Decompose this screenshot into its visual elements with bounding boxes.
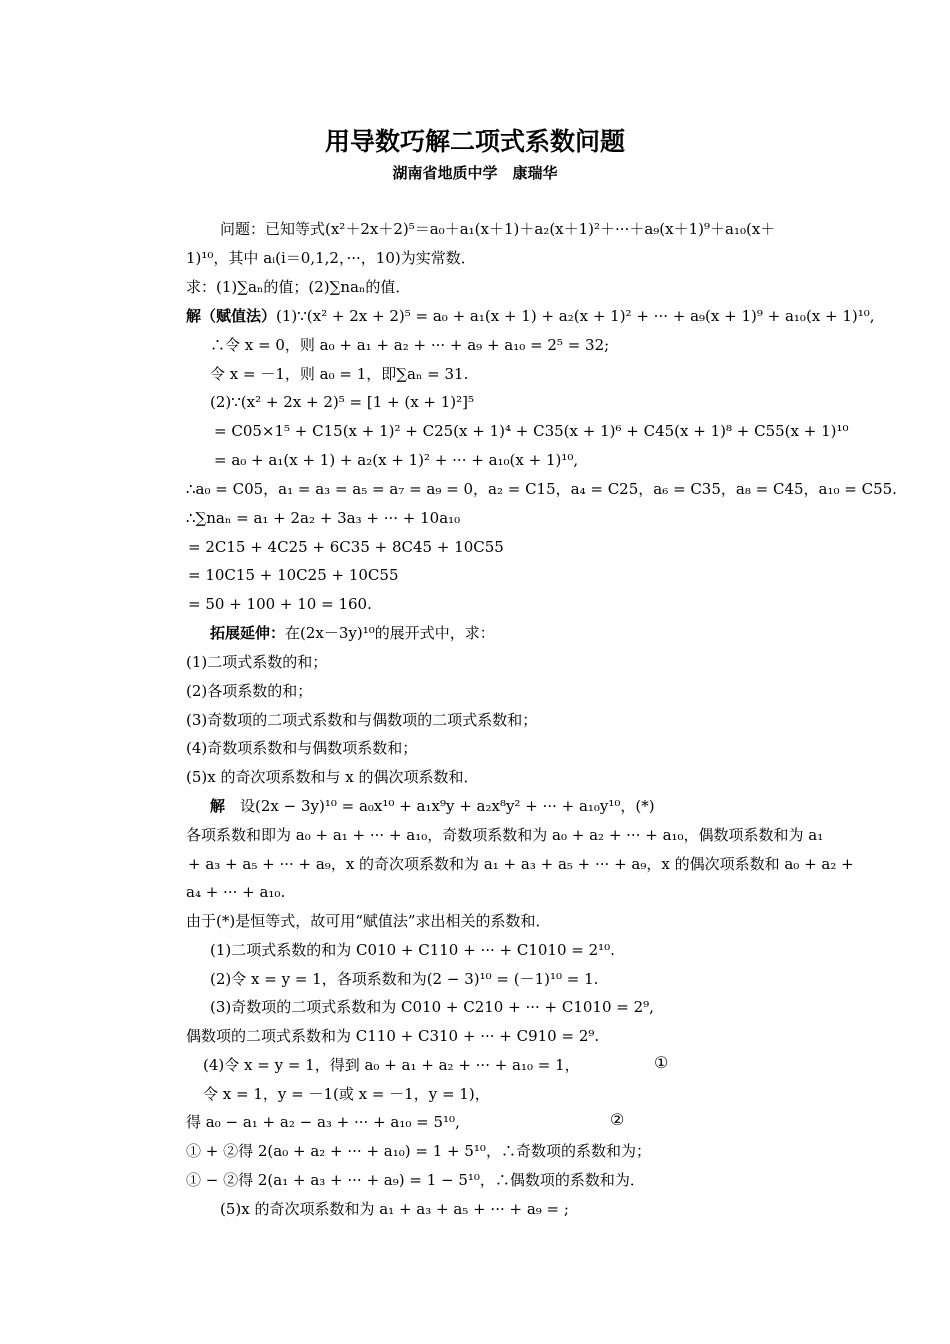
text-line: 求：(1)∑aₙ的值；(2)∑naₙ的值．: [186, 278, 411, 296]
text-line: 由于(*)是恒等式，故可用“赋值法”求出相关的系数和．: [186, 912, 551, 930]
text-line: ∴∑naₙ = a₁ + 2a₂ + 3a₃ + ··· + 10a₁₀: [186, 509, 461, 527]
text-content: (1)∵(x² + 2x + 2)⁵ = a₀ + a₁(x + 1) + a₂(x + 1)² + ··· + a₉(x + 1)⁹ + a₁₀(x + 1)¹⁰,: [276, 307, 875, 325]
text-line: 令 x = 1，y = －1(或 x = －1，y = 1)，: [203, 1085, 490, 1103]
page-title: 用导数巧解二项式系数问题: [324, 127, 625, 156]
text-line: [186, 306, 950, 326]
text-line: 1)¹⁰，其中 aᵢ(i＝0,1,2，···，10)为实常数．: [186, 249, 476, 267]
text-line: [210, 623, 950, 643]
text-content: 在(2x－3y)¹⁰的展开式中，求：: [285, 624, 495, 642]
equation-marker-2: ②: [610, 1110, 625, 1129]
text-line: (4)奇数项系数和与偶数项系数和；: [186, 739, 418, 757]
text-line: + a₃ + a₅ + ··· + a₉，x 的奇次项系数和为 a₁ + a₃ + a₅ + ··· + a₉，x 的偶次项系数和 a₀ + a₂ +: [188, 855, 854, 873]
text-content: 设(2x − 3y)¹⁰ = a₀x¹⁰ + a₁x⁹y + a₂x⁸y² + ··· + a₁₀y¹⁰，(*): [225, 797, 655, 815]
text-line: (1)二项式系数的和；: [186, 653, 328, 671]
text-line: ① − ②得 2(a₁ + a₃ + ··· + a₉) = 1 − 5¹⁰，∴偶数项的系数和为．: [186, 1171, 645, 1189]
text-line: (3)奇数项的二项式系数和为 C010 + C210 + ··· + C1010 = 2⁹,: [210, 998, 654, 1016]
text-line: (3)奇数项的二项式系数和与偶数项的二项式系数和；: [186, 711, 538, 729]
text-line: = a₀ + a₁(x + 1) + a₂(x + 1)² + ··· + a₁₀(x + 1)¹⁰,: [214, 451, 579, 469]
text-line: [210, 796, 950, 816]
text-line: 偶数项的二项式系数和为 C110 + C310 + ··· + C910 = 2⁹.: [186, 1027, 600, 1045]
author-line: 湖南省地质中学 康瑞华: [392, 164, 558, 182]
text-line: = C05×1⁵ + C15(x + 1)² + C25(x + 1)⁴ + C35(x + 1)⁶ + C45(x + 1)⁸ + C55(x + 1)¹⁰: [214, 422, 849, 440]
text-line: = 50 + 100 + 10 = 160.: [188, 595, 372, 613]
text-line: (5)x 的奇次项系数和为 a₁ + a₃ + a₅ + ··· + a₉ = ;: [220, 1200, 569, 1218]
text-line: 问题：已知等式(x²＋2x＋2)⁵＝a₀＋a₁(x＋1)＋a₂(x＋1)²＋···＋a₉(x＋1)⁹＋a₁₀(x＋: [220, 220, 776, 238]
equation-marker-1: ①: [654, 1053, 669, 1072]
text-line: = 10C15 + 10C25 + 10C55: [188, 566, 399, 584]
text-line: ∴a₀ = C05，a₁ = a₃ = a₅ = a₇ = a₉ = 0，a₂ = C15，a₄ = C25，a₆ = C35，a₈ = C45，a₁₀ = C55.: [186, 480, 897, 498]
text-line: (4)令 x = y = 1，得到 a₀ + a₁ + a₂ + ··· + a₁₀ = 1，: [203, 1056, 580, 1074]
text-line: (2)各项系数的和；: [186, 682, 313, 700]
text-line: = 2C15 + 4C25 + 6C35 + 8C45 + 10C55: [188, 538, 504, 556]
text-line: 令 x = －1，则 a₀ = 1，即∑aₙ = 31.: [210, 365, 469, 383]
text-line: (1)二项式系数的和为 C010 + C110 + ··· + C1010 = 2¹⁰.: [210, 941, 615, 959]
section-heading: 解: [210, 797, 226, 815]
section-heading: 解（赋值法）: [186, 307, 277, 325]
section-heading: 拓展延伸：: [210, 624, 286, 642]
text-line: ① + ②得 2(a₀ + a₂ + ··· + a₁₀) = 1 + 5¹⁰，∴奇数项的系数和为；: [186, 1142, 651, 1160]
text-line: 各项系数和即为 a₀ + a₁ + ··· + a₁₀，奇数项系数和为 a₀ + a₂ + ··· + a₁₀，偶数项系数和为 a₁: [186, 826, 824, 844]
text-line: 得 a₀ − a₁ + a₂ − a₃ + ··· + a₁₀ = 5¹⁰,: [186, 1113, 460, 1131]
text-line: (2)∵(x² + 2x + 2)⁵ = [1 + (x + 1)²]⁵: [210, 393, 475, 411]
text-line: (5)x 的奇次项系数和与 x 的偶次项系数和．: [186, 768, 479, 786]
text-line: (2)令 x = y = 1，各项系数和为(2 − 3)¹⁰ = (－1)¹⁰ = 1.: [210, 970, 599, 988]
text-line: ∴令 x = 0，则 a₀ + a₁ + a₂ + ··· + a₉ + a₁₀ = 2⁵ = 32;: [210, 336, 610, 354]
text-line: a₄ + ··· + a₁₀.: [186, 883, 286, 901]
